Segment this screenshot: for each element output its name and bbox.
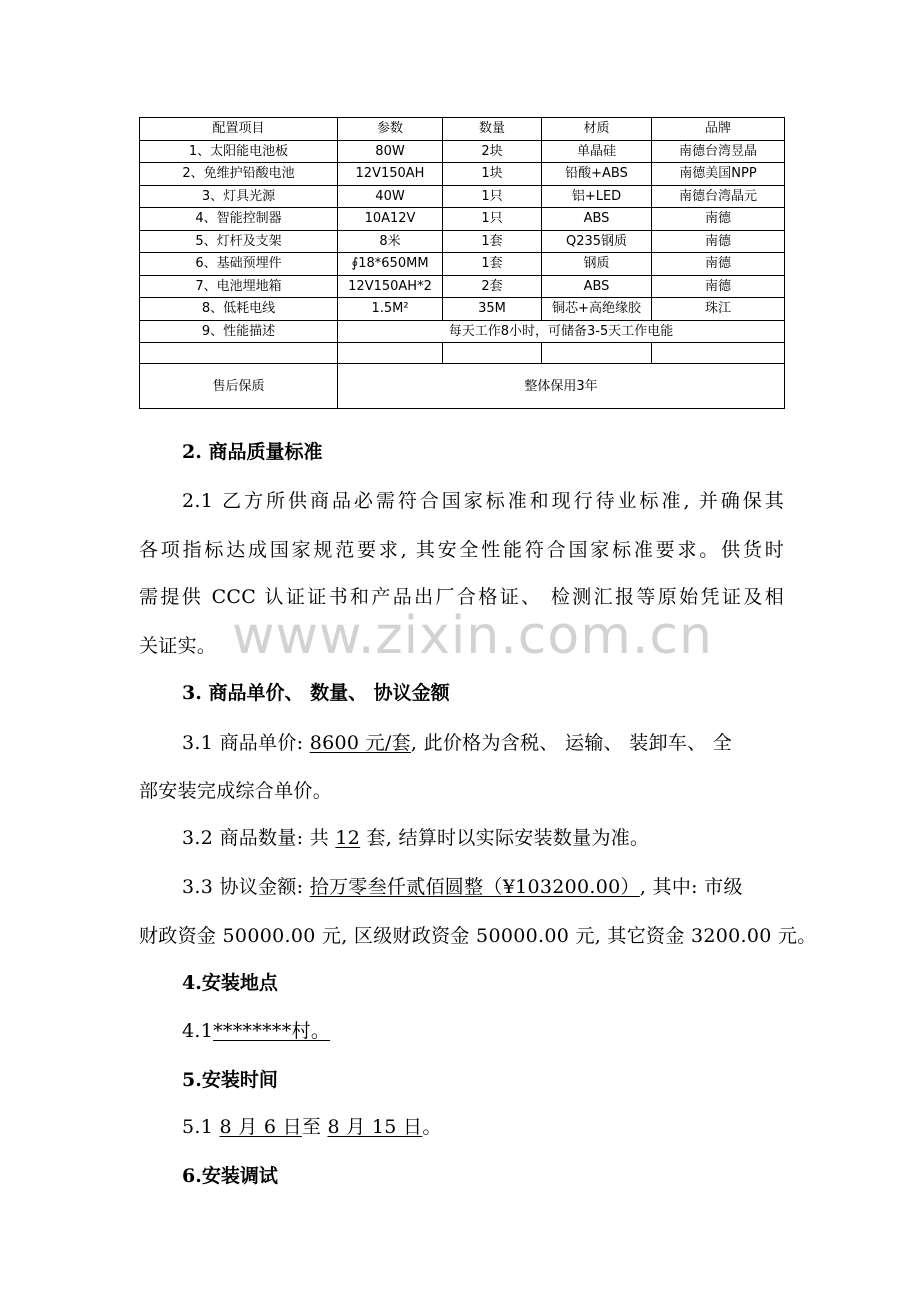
- table-cell: 南德台湾昱晶: [652, 140, 785, 163]
- warranty-row: [140, 364, 785, 409]
- performance-label: 9、性能描述: [140, 320, 338, 343]
- table-row: [140, 185, 785, 208]
- table-row: [140, 298, 785, 321]
- table-cell: 铝+LED: [542, 185, 652, 208]
- table-cell: Q235钢质: [542, 230, 652, 253]
- table-cell: 6、基础预埋件: [140, 253, 338, 276]
- table-cell: ABS: [542, 275, 652, 298]
- header-brand: 品牌: [652, 118, 785, 141]
- warranty-value: 整体保用3年: [338, 364, 785, 409]
- section-3-2: 3.2 商品数量: 共 12 套, 结算时以实际安装数量为准。: [182, 827, 650, 849]
- start-date: 8 月 6 日: [219, 1116, 302, 1138]
- contract-amount: 拾万零叁仟贰佰圆整（¥103200.00）: [309, 876, 640, 898]
- table-cell: 1、太阳能电池板: [140, 140, 338, 163]
- table-cell: 1只: [443, 185, 542, 208]
- table-cell: 铅酸+ABS: [542, 163, 652, 186]
- section-3-1-line-2: 部安装完成综合单价。: [139, 780, 333, 802]
- watermark: www.zixin.com.cn: [232, 606, 713, 666]
- equipment-config-table: [139, 117, 785, 409]
- section-5-1: 5.1 8 月 6 日至 8 月 15 日。: [182, 1116, 442, 1138]
- table-cell: 珠江: [652, 298, 785, 321]
- table-row: [140, 275, 785, 298]
- table-cell: 1块: [443, 163, 542, 186]
- table-cell: 1只: [443, 208, 542, 231]
- table-cell: 钢质: [542, 253, 652, 276]
- table-row: [140, 163, 785, 186]
- section-2-line-4: 关证实。: [139, 635, 217, 657]
- table-cell: ∮18*650MM: [338, 253, 443, 276]
- section-3-heading: 3. 商品单价、 数量、 协议金额: [182, 682, 450, 704]
- table-cell: 2套: [443, 275, 542, 298]
- table-cell: 35M: [443, 298, 542, 321]
- table-row: [140, 253, 785, 276]
- table-cell: 1套: [443, 253, 542, 276]
- table-cell: 80W: [338, 140, 443, 163]
- header-param: 参数: [338, 118, 443, 141]
- table-cell: 12V150AH: [338, 163, 443, 186]
- table-cell: 3、灯具光源: [140, 185, 338, 208]
- section-5-heading: 5.安装时间: [182, 1069, 278, 1091]
- table-cell: 南德: [652, 230, 785, 253]
- empty-cell: [443, 343, 542, 364]
- section-2-line-2: 各项指标达成国家规范要求, 其安全性能符合国家标准要求。供货时: [139, 539, 784, 561]
- table-cell: 8米: [338, 230, 443, 253]
- performance-row: [140, 320, 785, 343]
- section-4-1: 4.1********村。: [182, 1020, 331, 1042]
- empty-row: [140, 343, 785, 364]
- empty-cell: [652, 343, 785, 364]
- unit-price: 8600 元/套: [309, 732, 411, 754]
- table-cell: 南德台湾晶元: [652, 185, 785, 208]
- table-row: [140, 140, 785, 163]
- table-cell: 12V150AH*2: [338, 275, 443, 298]
- table-cell: 南德: [652, 208, 785, 231]
- table-cell: 铜芯+高绝缘胶: [542, 298, 652, 321]
- table-row: [140, 230, 785, 253]
- end-date: 8 月 15 日: [327, 1116, 423, 1138]
- table-cell: 南德: [652, 275, 785, 298]
- table-cell: ABS: [542, 208, 652, 231]
- table-cell: 1套: [443, 230, 542, 253]
- section-3-3-line-1: 3.3 协议金额: 拾万零叁仟贰佰圆整（¥103200.00）, 其中: 市级: [182, 876, 743, 898]
- performance-value: 每天工作8小时，可储备3-5天工作电能: [338, 320, 785, 343]
- table-cell: 10A12V: [338, 208, 443, 231]
- section-3-1-line-1: 3.1 商品单价: 8600 元/套, 此价格为含税、 运输、 装卸车、 全: [182, 732, 733, 754]
- empty-cell: [542, 343, 652, 364]
- table-cell: 7、电池埋地箱: [140, 275, 338, 298]
- table-cell: 单晶硅: [542, 140, 652, 163]
- table-cell: 40W: [338, 185, 443, 208]
- table-cell: 南德美国NPP: [652, 163, 785, 186]
- header-item: 配置项目: [140, 118, 338, 141]
- section-3-3-line-2: 财政资金 50000.00 元, 区级财政资金 50000.00 元, 其它资金 3200.00 元。: [139, 925, 817, 947]
- install-location: ********村。: [213, 1020, 331, 1042]
- table-cell: 南德: [652, 253, 785, 276]
- table-header-row: [140, 118, 785, 141]
- section-2-heading: 2. 商品质量标准: [182, 441, 323, 463]
- header-qty: 数量: [443, 118, 542, 141]
- table-cell: 2块: [443, 140, 542, 163]
- empty-cell: [140, 343, 338, 364]
- table-cell: 4、智能控制器: [140, 208, 338, 231]
- table-cell: 1.5M²: [338, 298, 443, 321]
- section-4-heading: 4.安装地点: [182, 972, 278, 994]
- header-material: 材质: [542, 118, 652, 141]
- quantity-value: 12: [335, 827, 361, 849]
- table-cell: 8、低耗电线: [140, 298, 338, 321]
- warranty-label: 售后保质: [140, 364, 338, 409]
- table-cell: 5、灯杆及支架: [140, 230, 338, 253]
- section-2-line-1: 2.1 乙方所供商品必需符合国家标准和现行待业标准, 并确保其: [182, 490, 784, 512]
- empty-cell: [338, 343, 443, 364]
- section-2-line-3: 需提供 CCC 认证证书和产品出厂合格证、 检测汇报等原始凭证及相: [139, 586, 784, 608]
- table-row: [140, 208, 785, 231]
- table-cell: 2、免维护铅酸电池: [140, 163, 338, 186]
- section-6-heading: 6.安装调试: [182, 1165, 278, 1187]
